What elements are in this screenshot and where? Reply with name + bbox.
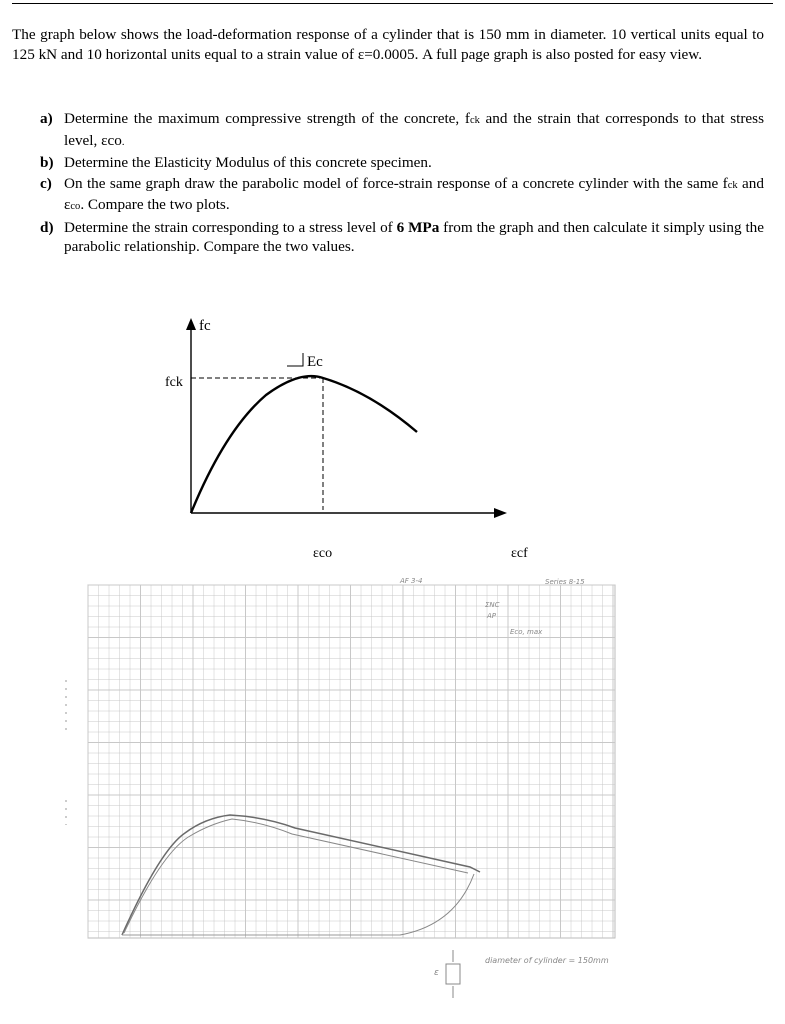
ecf-label: εcf <box>511 546 528 561</box>
question-label: b) <box>40 154 54 171</box>
x-axis-arrow <box>494 508 507 518</box>
fck-label: fck <box>165 375 183 390</box>
unloading-branch <box>400 874 474 935</box>
measured-curve-outer <box>122 815 480 935</box>
note-top-right: Series 8-15 <box>545 578 585 586</box>
note-upper-right-a: ΣNC <box>485 601 500 609</box>
question-label: a) <box>40 110 53 127</box>
note-upper-right-b: AP <box>487 612 497 620</box>
stress-strain-curve <box>191 376 417 513</box>
modulus-slope-mark <box>287 353 303 366</box>
note-top-mid: AF 3-4 <box>400 577 423 585</box>
question-c: c) On the same graph draw the parabolic model of force-strain response of a concrete cylinder with the same fck and εco. Compare the two plots. <box>40 174 764 213</box>
note-bottom-right: diameter of cylinder = 150mm <box>485 956 609 965</box>
note-epsilon: ε <box>434 968 439 978</box>
measured-curve-inner <box>124 819 468 933</box>
question-label: c) <box>40 174 52 192</box>
question-b: b) Determine the Elasticity Modulus of this concrete specimen. <box>40 154 432 171</box>
eco-label: εco <box>313 546 333 561</box>
graph-grid <box>88 585 615 938</box>
cylinder-sketch <box>446 964 460 984</box>
top-rule <box>12 3 773 4</box>
question-a: a) Determine the maximum compressive strength of the concrete, fck and the strain that corresponds to that stress level, εco. <box>40 110 764 149</box>
y-axis-arrow <box>186 318 196 330</box>
question-label: d) <box>40 218 54 236</box>
graph-paper-border <box>88 585 615 938</box>
note-upper-right-c: Eco, max <box>510 628 543 636</box>
question-list <box>40 109 764 258</box>
ec-label: Ec <box>307 354 323 370</box>
question-d: d) Determine the strain corresponding to a stress level of 6 MPa from the graph and then calculate it simply using the parabolic relationship. Compare the two values. <box>40 218 764 255</box>
fc-label: fc <box>199 318 211 334</box>
problem-intro: The graph below shows the load-deformation response of a cylinder that is 150 mm in diameter. 10 vertical units equal to 125 kN and 10 horizontal units equal to a strain value of ε=0.0005. A full page graph is also posted for easy view. <box>12 26 764 63</box>
